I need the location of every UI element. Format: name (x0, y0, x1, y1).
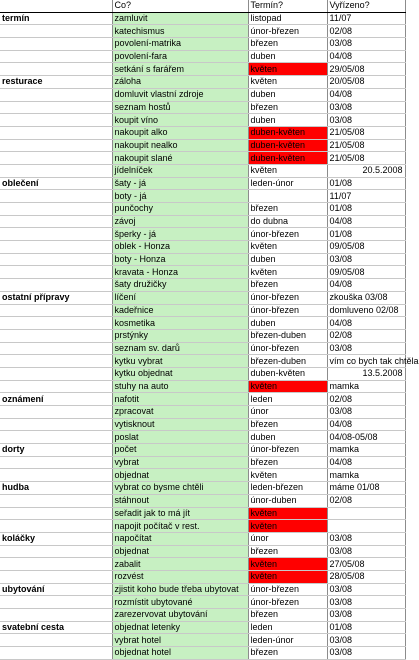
cell-task[interactable]: šaty - já (112, 177, 248, 190)
cell-section[interactable] (0, 520, 112, 533)
table-row (0, 545, 405, 558)
cell-task[interactable]: prstýnky (112, 329, 248, 342)
table-row (0, 203, 405, 216)
cell-term[interactable]: květen (248, 380, 327, 393)
cell-section[interactable] (0, 152, 112, 165)
cell-section[interactable] (0, 101, 112, 114)
cell-term[interactable]: květen (248, 76, 327, 89)
cell-done[interactable]: 03/08 (327, 406, 405, 419)
cell-term[interactable]: květen (248, 241, 327, 254)
cell-task[interactable]: vybrat hotel (112, 634, 248, 647)
cell-term[interactable]: duben (248, 431, 327, 444)
cell-done[interactable]: 03/08 (327, 38, 405, 51)
cell-task[interactable]: kravata - Honza (112, 266, 248, 279)
table-row (0, 342, 405, 355)
cell-done[interactable]: 03/08 (327, 583, 405, 596)
cell-done[interactable]: 02/08 (327, 329, 405, 342)
table-row (0, 558, 405, 571)
cell-task[interactable]: objednat (112, 469, 248, 482)
cell-term[interactable]: únor (248, 406, 327, 419)
table-body (0, 12, 419, 659)
cell-task[interactable]: boty - já (112, 190, 248, 203)
cell-term[interactable]: únor (248, 532, 327, 545)
cell-done[interactable]: 03/08 (327, 253, 405, 266)
table-row (0, 63, 405, 76)
cell-section[interactable] (0, 367, 112, 380)
cell-done[interactable]: vím co bych tak chtěla (327, 355, 405, 368)
cell-done[interactable]: 04/08 (327, 418, 405, 431)
cell-term[interactable]: duben (248, 317, 327, 330)
cell-done[interactable]: 21/05/08 (327, 126, 405, 139)
cell-term[interactable]: březen (248, 101, 327, 114)
cell-term[interactable]: únor-březen (248, 444, 327, 457)
cell-done[interactable]: 04/08 (327, 50, 405, 63)
cell-done[interactable]: 20.5.2008 (327, 164, 405, 177)
cell-section[interactable] (0, 647, 112, 660)
cell-done[interactable]: 03/08 (327, 634, 405, 647)
cell-section[interactable] (0, 507, 112, 520)
cell-section[interactable]: hudba (0, 482, 112, 495)
header-term[interactable]: Termín? (248, 0, 327, 12)
cell-task[interactable]: vytisknout (112, 418, 248, 431)
table-row (0, 444, 405, 457)
cell-term[interactable]: únor-duben (248, 494, 327, 507)
table-row (0, 25, 405, 38)
cell-section[interactable] (0, 63, 112, 76)
cell-term[interactable]: duben-květen (248, 126, 327, 139)
table-row (0, 329, 405, 342)
cell-task[interactable]: stáhnout (112, 494, 248, 507)
table-row (0, 456, 405, 469)
table-row (0, 583, 405, 596)
cell-term[interactable]: únor-březen (248, 304, 327, 317)
cell-task[interactable]: povolení-fara (112, 50, 248, 63)
cell-section[interactable] (0, 164, 112, 177)
cell-done[interactable]: mamka (327, 380, 405, 393)
cell-done[interactable]: 04/08 (327, 456, 405, 469)
cell-done[interactable]: 03/08 (327, 114, 405, 127)
cell-task[interactable]: nakoupit slané (112, 152, 248, 165)
cell-section[interactable] (0, 304, 112, 317)
cell-task[interactable]: šperky - já (112, 228, 248, 241)
cell-term[interactable]: květen (248, 164, 327, 177)
cell-task[interactable]: kytku vybrat (112, 355, 248, 368)
cell-section[interactable]: ubytování (0, 583, 112, 596)
cell-task[interactable]: kosmetika (112, 317, 248, 330)
cell-term[interactable]: březen-duben (248, 329, 327, 342)
cell-section[interactable] (0, 241, 112, 254)
cell-task[interactable]: záloha (112, 76, 248, 89)
cell-done[interactable]: 28/05/08 (327, 570, 405, 583)
cell-task[interactable]: rozvést (112, 570, 248, 583)
cell-term[interactable]: květen (248, 266, 327, 279)
cell-section[interactable] (0, 228, 112, 241)
cell-term[interactable]: únor-březen (248, 342, 327, 355)
cell-done[interactable]: 01/08 (327, 177, 405, 190)
cell-done[interactable]: 21/05/08 (327, 152, 405, 165)
cell-section[interactable]: termín (0, 12, 112, 25)
cell-section[interactable] (0, 190, 112, 203)
cell-done[interactable]: máme 01/08 (327, 482, 405, 495)
cell-section[interactable] (0, 114, 112, 127)
cell-task[interactable]: nafotit (112, 393, 248, 406)
cell-done[interactable]: 04/08 (327, 88, 405, 101)
cell-section[interactable]: resturace (0, 76, 112, 89)
cell-done[interactable] (327, 520, 405, 533)
table-row (0, 647, 405, 660)
cell-section[interactable] (0, 469, 112, 482)
table-row (0, 291, 405, 304)
cell-section[interactable] (0, 317, 112, 330)
cell-task[interactable]: nakoupit alko (112, 126, 248, 139)
cell-term[interactable] (248, 190, 327, 203)
table-row (0, 532, 405, 545)
table-row (0, 431, 405, 444)
cell-done[interactable]: 03/08 (327, 101, 405, 114)
table-row (0, 596, 405, 609)
table-row (0, 126, 405, 139)
table-row (0, 634, 405, 647)
cell-done[interactable]: 02/08 (327, 494, 405, 507)
cell-term[interactable]: květen (248, 520, 327, 533)
cell-done[interactable]: 01/08 (327, 203, 405, 216)
cell-task[interactable]: seznam sv. darů (112, 342, 248, 355)
cell-task[interactable]: poslat (112, 431, 248, 444)
table-row (0, 190, 405, 203)
cell-section[interactable] (0, 406, 112, 419)
cell-done[interactable]: 03/08 (327, 647, 405, 660)
cell-task[interactable]: seznam hostů (112, 101, 248, 114)
cell-section[interactable] (0, 558, 112, 571)
cell-term[interactable]: listopad (248, 12, 327, 25)
table-row (0, 406, 405, 419)
cell-done[interactable]: 01/08 (327, 228, 405, 241)
cell-done[interactable]: 04/08 (327, 215, 405, 228)
cell-task[interactable]: koupit víno (112, 114, 248, 127)
cell-done[interactable]: 11/07 (327, 190, 405, 203)
cell-section[interactable]: ostatní přípravy (0, 291, 112, 304)
cell-task[interactable]: seřadit jak to má jít (112, 507, 248, 520)
cell-section[interactable] (0, 126, 112, 139)
cell-done[interactable]: 03/08 (327, 532, 405, 545)
cell-section[interactable]: dorty (0, 444, 112, 457)
cell-task[interactable]: objednat hotel (112, 647, 248, 660)
cell-done[interactable]: 04/08-05/08 (327, 431, 405, 444)
cell-section[interactable] (0, 456, 112, 469)
cell-done[interactable]: 20/05/08 (327, 76, 405, 89)
cell-task[interactable]: boty - Honza (112, 253, 248, 266)
cell-task[interactable]: katechismus (112, 25, 248, 38)
cell-section[interactable] (0, 203, 112, 216)
cell-task[interactable]: objednat letenky (112, 621, 248, 634)
cell-task[interactable]: punčochy (112, 203, 248, 216)
cell-task[interactable]: kadeřnice (112, 304, 248, 317)
header-done[interactable]: Vyřízeno? (327, 0, 405, 12)
table-row (0, 355, 405, 368)
table-row (0, 228, 405, 241)
table-row (0, 241, 405, 254)
cell-section[interactable] (0, 279, 112, 292)
cell-term[interactable]: duben-květen (248, 152, 327, 165)
cell-section[interactable] (0, 88, 112, 101)
cell-done[interactable]: 21/05/08 (327, 139, 405, 152)
table-row (0, 266, 405, 279)
table-row (0, 570, 405, 583)
cell-done[interactable]: 09/05/08 (327, 266, 405, 279)
table-row (0, 38, 405, 51)
table-row (0, 101, 405, 114)
cell-task[interactable]: zjistit koho bude třeba ubytovat (112, 583, 248, 596)
cell-task[interactable]: napočítat (112, 532, 248, 545)
cell-task[interactable]: počet (112, 444, 248, 457)
cell-task[interactable]: jídelníček (112, 164, 248, 177)
table-row (0, 12, 405, 25)
table-row (0, 469, 405, 482)
cell-section[interactable]: oznámení (0, 393, 112, 406)
cell-section[interactable] (0, 342, 112, 355)
cell-term[interactable]: duben (248, 50, 327, 63)
cell-section[interactable] (0, 266, 112, 279)
cell-task[interactable]: líčení (112, 291, 248, 304)
cell-task[interactable]: objednat (112, 545, 248, 558)
table-row (0, 139, 405, 152)
table-row (0, 215, 405, 228)
cell-section[interactable] (0, 139, 112, 152)
table-row (0, 88, 405, 101)
table-row (0, 76, 405, 89)
cell-done[interactable]: 29/05/08 (327, 63, 405, 76)
cell-term[interactable]: duben (248, 253, 327, 266)
table-row (0, 114, 405, 127)
cell-done[interactable]: 27/05/08 (327, 558, 405, 571)
cell-term[interactable]: květen (248, 570, 327, 583)
table-row (0, 50, 405, 63)
cell-done[interactable]: 09/05/08 (327, 241, 405, 254)
cell-term[interactable]: leden (248, 621, 327, 634)
header-task[interactable]: Co? (112, 0, 248, 12)
cell-task[interactable]: oblek - Honza (112, 241, 248, 254)
cell-done[interactable]: 01/08 (327, 621, 405, 634)
cell-term[interactable]: květen (248, 63, 327, 76)
cell-done[interactable]: domluveno 02/08 (327, 304, 405, 317)
cell-task[interactable]: závoj (112, 215, 248, 228)
cell-section[interactable] (0, 253, 112, 266)
cell-section[interactable] (0, 418, 112, 431)
table-row (0, 482, 405, 495)
table-row (0, 279, 405, 292)
table-row (0, 304, 405, 317)
cell-done[interactable]: 04/08 (327, 317, 405, 330)
cell-task[interactable]: nakoupit nealko (112, 139, 248, 152)
table-row (0, 393, 405, 406)
cell-task[interactable]: vybrat (112, 456, 248, 469)
cell-task[interactable]: setkání s farářem (112, 63, 248, 76)
cell-task[interactable]: povolení-matrika (112, 38, 248, 51)
cell-task[interactable]: napojit počítač v rest. (112, 520, 248, 533)
cell-section[interactable] (0, 596, 112, 609)
cell-section[interactable] (0, 38, 112, 51)
cell-section[interactable]: oblečení (0, 177, 112, 190)
table-row (0, 253, 405, 266)
cell-term[interactable]: březen (248, 647, 327, 660)
table-row (0, 164, 405, 177)
table-row (0, 418, 405, 431)
table-row (0, 494, 405, 507)
cell-done[interactable]: 03/08 (327, 609, 405, 622)
table-row (0, 177, 405, 190)
cell-section[interactable] (0, 431, 112, 444)
cell-done[interactable]: zkouška 03/08 (327, 291, 405, 304)
header-section[interactable] (0, 0, 112, 12)
cell-task[interactable]: zamluvit (112, 12, 248, 25)
cell-term[interactable]: únor-březen (248, 596, 327, 609)
cell-term[interactable]: únor-březen (248, 228, 327, 241)
cell-term[interactable]: leden (248, 393, 327, 406)
cell-task[interactable]: rozmístit ubytované (112, 596, 248, 609)
cell-section[interactable]: svatební cesta (0, 621, 112, 634)
cell-term[interactable]: březen (248, 203, 327, 216)
cell-section[interactable] (0, 50, 112, 63)
cell-done[interactable]: 11/07 (327, 12, 405, 25)
cell-done[interactable]: mamka (327, 444, 405, 457)
cell-task[interactable]: stuhy na auto (112, 380, 248, 393)
cell-term[interactable]: únor-březen (248, 291, 327, 304)
cell-section[interactable] (0, 25, 112, 38)
cell-section[interactable] (0, 329, 112, 342)
cell-done[interactable]: mamka (327, 469, 405, 482)
table-row (0, 621, 405, 634)
cell-task[interactable]: šaty družičky (112, 279, 248, 292)
cell-term[interactable]: duben (248, 88, 327, 101)
cell-section[interactable] (0, 570, 112, 583)
table-row (0, 367, 405, 380)
cell-done[interactable] (327, 507, 405, 520)
cell-term[interactable]: do dubna (248, 215, 327, 228)
cell-task[interactable]: domluvit vlastní zdroje (112, 88, 248, 101)
cell-term[interactable]: duben-květen (248, 139, 327, 152)
cell-section[interactable] (0, 494, 112, 507)
cell-section[interactable] (0, 380, 112, 393)
table-row (0, 507, 405, 520)
cell-term[interactable]: duben-květen (248, 367, 327, 380)
cell-section[interactable] (0, 634, 112, 647)
cell-term[interactable]: březen (248, 456, 327, 469)
cell-done[interactable]: 03/08 (327, 596, 405, 609)
cell-term[interactable]: březen (248, 609, 327, 622)
cell-term[interactable]: březen-duben (248, 355, 327, 368)
cell-term[interactable]: březen (248, 38, 327, 51)
cell-term[interactable]: květen (248, 558, 327, 571)
cell-term[interactable]: únor-březen (248, 25, 327, 38)
cell-done[interactable]: 02/08 (327, 25, 405, 38)
cell-term[interactable]: leden-březen (248, 482, 327, 495)
cell-done[interactable]: 13.5.2008 (327, 367, 405, 380)
cell-section[interactable] (0, 355, 112, 368)
cell-term[interactable]: leden-únor (248, 177, 327, 190)
table-row (0, 152, 405, 165)
cell-done[interactable]: 04/08 (327, 279, 405, 292)
cell-done[interactable]: 03/08 (327, 342, 405, 355)
cell-task[interactable]: zpracovat (112, 406, 248, 419)
cell-section[interactable] (0, 545, 112, 558)
cell-task[interactable]: kytku objednat (112, 367, 248, 380)
cell-section[interactable] (0, 215, 112, 228)
cell-section[interactable]: koláčky (0, 532, 112, 545)
cell-term[interactable]: březen (248, 418, 327, 431)
cell-term[interactable]: únor-březen (248, 583, 327, 596)
table-row (0, 380, 405, 393)
cell-done[interactable]: 03/08 (327, 545, 405, 558)
cell-term[interactable]: květen (248, 469, 327, 482)
cell-term[interactable]: duben (248, 114, 327, 127)
cell-section[interactable] (0, 609, 112, 622)
table-row (0, 520, 405, 533)
cell-done[interactable]: 02/08 (327, 393, 405, 406)
cell-term[interactable]: leden-únor (248, 634, 327, 647)
cell-task[interactable]: zabalit (112, 558, 248, 571)
header-row (0, 0, 405, 12)
cell-term[interactable]: květen (248, 507, 327, 520)
table-row (0, 609, 405, 622)
cell-task[interactable]: vybrat co bysme chtěli (112, 482, 248, 495)
cell-term[interactable]: březen (248, 545, 327, 558)
cell-task[interactable]: zarezervovat ubytování (112, 609, 248, 622)
table-row (0, 317, 405, 330)
cell-term[interactable]: březen (248, 279, 327, 292)
